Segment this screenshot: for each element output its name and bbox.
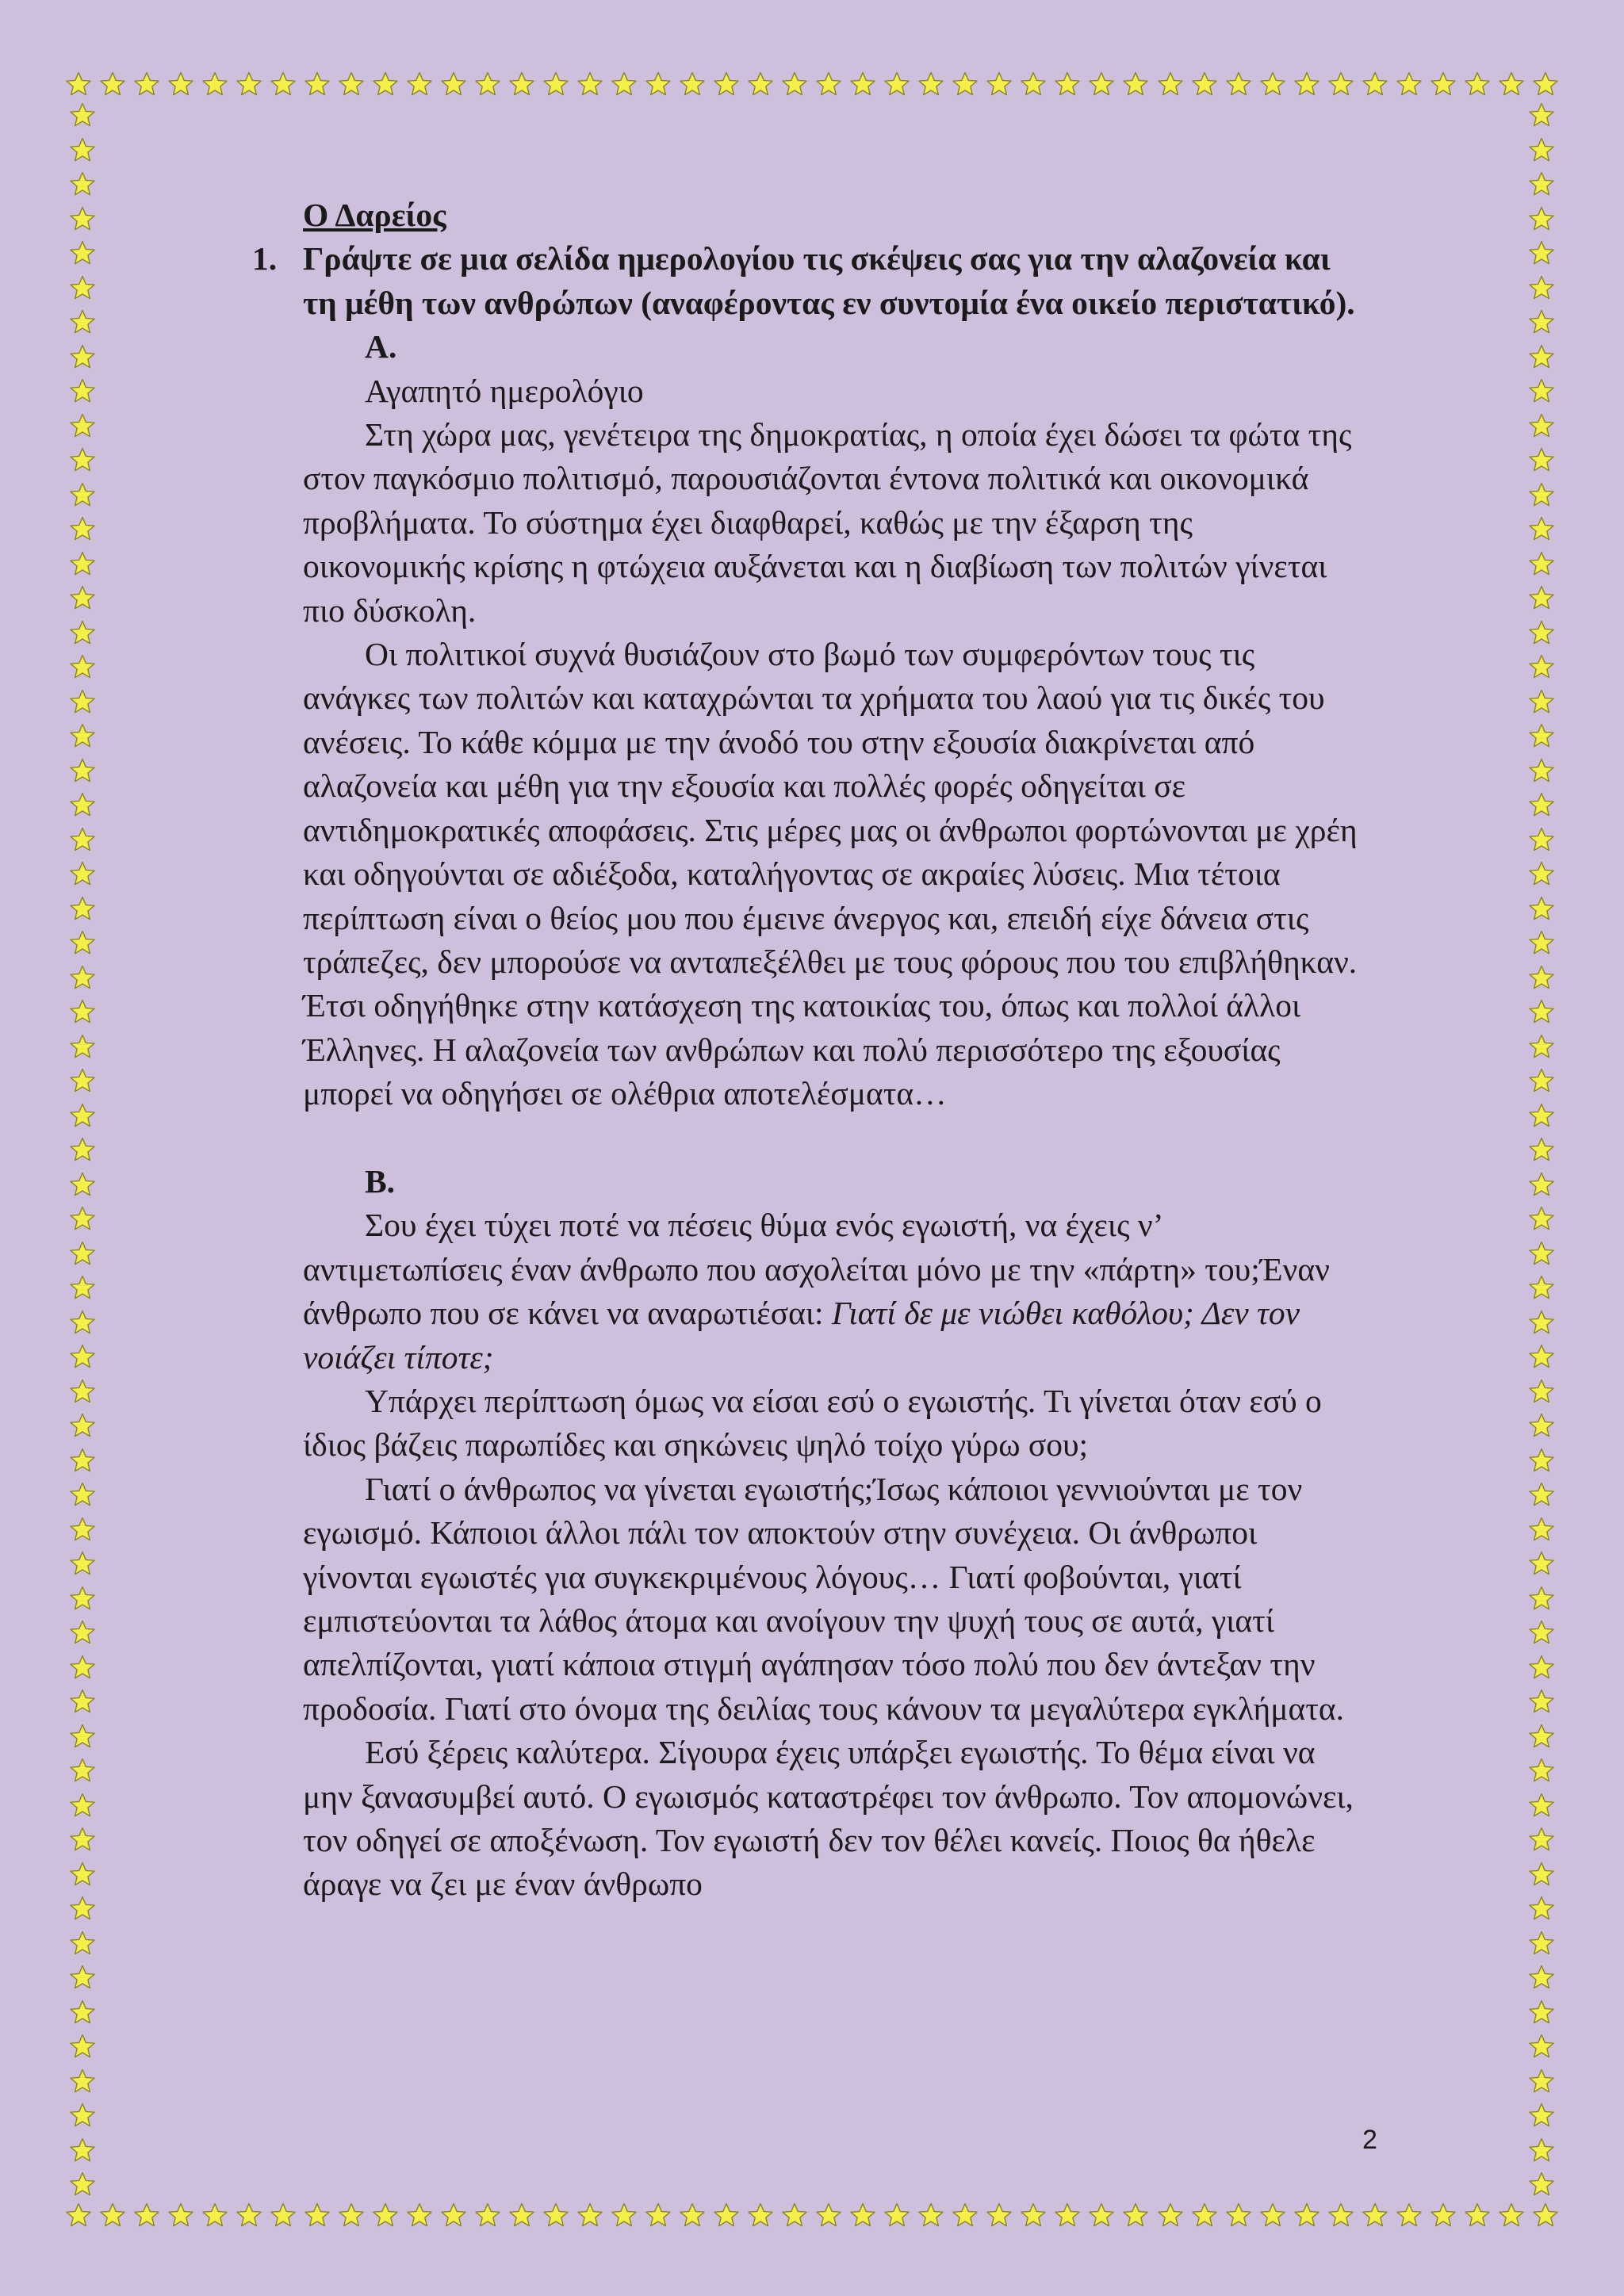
star-icon xyxy=(1528,308,1555,335)
star-icon xyxy=(1528,1412,1555,1439)
star-icon xyxy=(1528,446,1555,473)
star-icon xyxy=(1259,71,1286,98)
star-icon xyxy=(508,2202,535,2229)
star-border-top xyxy=(65,67,1559,101)
star-icon xyxy=(986,71,1013,98)
star-icon xyxy=(167,2202,194,2229)
star-icon xyxy=(474,71,501,98)
star-icon xyxy=(69,2171,96,2198)
star-icon xyxy=(1528,1861,1555,1888)
star-icon xyxy=(781,2202,808,2229)
star-icon xyxy=(236,2202,262,2229)
star-icon xyxy=(1528,205,1555,232)
star-icon xyxy=(1528,1999,1555,2026)
star-icon xyxy=(781,71,808,98)
section-b-paragraph xyxy=(303,1203,1358,1380)
section-a-paragraph: Οι πολιτικοί συχνά θυσιάζουν στο βωμό των συμφερόντων τους τις ανάγκες των πολιτών και καταχρώνται τα χρήματα του λαού για τις δικές του ανέσεις. Το κάθε κόμμα με την άνοδό του στην εξουσία διακρίνεται από αλαζονεία και μέθη για την εξουσία και πολλές φορές οδηγείται σε αντιδημοκρατικές αποφάσεις. Στις μέρες μας οι άνθρωποι φορτώνονται με χρέη και οδηγούνται σε αδιέξοδα, καταλήγοντας σε ακραίες λύσεις. Μια τέτοια περίπτωση είναι ο θείος μου που έμεινε άνεργος και, επειδή είχε δάνεια στις τράπεζες, δεν μπορούσε να ανταπεξέλθει με τους φόρους που του επιβλήθηκαν. Έτσι οδηγήθηκε στην κατάσχεση της κατοικίας του, όπως και πολλοί άλλοι Έλληνες. Η αλαζονεία των ανθρώπων και πολύ περισσότερο της εξουσίας μπορεί να οδηγήσει σε ολέθρια αποτελέσματα… xyxy=(303,636,1358,1112)
star-icon xyxy=(1528,1102,1555,1129)
star-icon xyxy=(1088,2202,1115,2229)
star-icon xyxy=(69,619,96,646)
star-icon xyxy=(952,2202,979,2229)
star-icon xyxy=(1528,101,1555,128)
star-icon xyxy=(474,2202,501,2229)
star-icon xyxy=(1464,71,1491,98)
document-page xyxy=(252,193,1394,1907)
star-icon xyxy=(1225,71,1252,98)
star-icon xyxy=(1528,1516,1555,1543)
star-icon xyxy=(1122,71,1149,98)
section-a-paragraph: Στη χώρα μας, γενέτειρα της δημοκρατίας, η οποία έχει δώσει τα φώτα της στον παγκόσμιο πολιτισμό, παρουσιάζονται έντονα πολιτικά και οικονομικά προβλήματα. Το σύστημα έχει διαφθαρεί, καθώς με την έξαρση της οικονομικής κρίσης η φτώχεια αυξάνεται και η διαβίωση των πολιτών γίνεται πιο δύσκολη. xyxy=(303,416,1352,629)
star-icon xyxy=(1528,1171,1555,1198)
star-icon xyxy=(1528,1343,1555,1370)
star-icon xyxy=(372,71,399,98)
star-icon xyxy=(1528,1688,1555,1715)
star-icon xyxy=(1528,2137,1555,2164)
star-icon xyxy=(1528,343,1555,370)
star-icon xyxy=(167,71,194,98)
star-icon xyxy=(69,136,96,163)
star-icon xyxy=(69,1102,96,1129)
star-icon xyxy=(69,1550,96,1577)
star-icon xyxy=(645,2202,672,2229)
star-icon xyxy=(270,2202,297,2229)
star-icon xyxy=(1532,71,1559,98)
star-icon xyxy=(713,71,740,98)
star-icon xyxy=(69,1792,96,1819)
star-icon xyxy=(69,757,96,784)
star-icon xyxy=(69,1067,96,1094)
star-icon xyxy=(270,71,297,98)
star-icon xyxy=(69,826,96,853)
star-icon xyxy=(1528,239,1555,266)
star-icon xyxy=(1528,791,1555,818)
star-icon xyxy=(201,2202,228,2229)
star-icon xyxy=(1528,550,1555,577)
star-icon xyxy=(713,2202,740,2229)
star-icon xyxy=(1528,619,1555,646)
star-icon xyxy=(201,71,228,98)
star-icon xyxy=(1498,2202,1525,2229)
star-icon xyxy=(1528,481,1555,508)
star-icon xyxy=(1528,584,1555,611)
star-icon xyxy=(1528,1378,1555,1405)
star-icon xyxy=(1259,2202,1286,2229)
star-icon xyxy=(1528,1792,1555,1819)
star-icon xyxy=(576,2202,603,2229)
star-icon xyxy=(1528,2102,1555,2129)
star-icon xyxy=(1528,1619,1555,1646)
star-icon xyxy=(1528,1240,1555,1267)
star-icon xyxy=(1528,1550,1555,1577)
star-icon xyxy=(1293,2202,1320,2229)
star-icon xyxy=(1054,71,1081,98)
star-icon xyxy=(1464,2202,1491,2229)
star-icon xyxy=(1528,170,1555,197)
star-icon xyxy=(69,1619,96,1646)
star-icon xyxy=(406,2202,433,2229)
star-icon xyxy=(69,2033,96,2060)
star-icon xyxy=(69,860,96,887)
section-b-heading: Β. xyxy=(365,1162,396,1200)
star-icon xyxy=(69,1654,96,1681)
star-icon xyxy=(1528,1826,1555,1853)
star-icon xyxy=(849,71,876,98)
star-icon xyxy=(1191,71,1218,98)
star-icon xyxy=(69,1826,96,1853)
star-icon xyxy=(542,71,569,98)
star-icon xyxy=(815,71,842,98)
star-icon xyxy=(69,1930,96,1957)
star-icon xyxy=(1528,2068,1555,2095)
star-icon xyxy=(576,71,603,98)
star-icon xyxy=(1362,2202,1388,2229)
star-icon xyxy=(1430,71,1457,98)
star-icon xyxy=(1528,136,1555,163)
star-icon xyxy=(69,688,96,715)
star-border-bottom xyxy=(65,2198,1559,2233)
star-icon xyxy=(69,343,96,370)
star-icon xyxy=(611,2202,638,2229)
star-icon xyxy=(440,2202,467,2229)
star-icon xyxy=(69,1136,96,1163)
question-number: 1. xyxy=(252,240,278,277)
star-icon xyxy=(69,412,96,439)
star-icon xyxy=(1528,1654,1555,1681)
star-icon xyxy=(69,2137,96,2164)
star-icon xyxy=(69,2102,96,2129)
star-icon xyxy=(69,1033,96,1060)
star-icon xyxy=(508,71,535,98)
star-icon xyxy=(1528,1723,1555,1750)
star-icon xyxy=(1528,1964,1555,1991)
section-b-paragraph: Γιατί ο άνθρωπος να γίνεται εγωιστής;Ίσως κάποιοι γεννιούνται με τον εγωισμό. Κάποιοι άλλοι πάλι τον αποκτούν στην συνέχεια. Οι άνθρωποι γίνονται εγωιστές για συγκεκριμένους λόγους… Γιατί φοβούνται, γιατί εμπιστεύονται τα λάθος άτομα και ανοίγουν την ψυχή τους σε αυτά, γιατί απελπίζονται, γιατί κάποια στιγμή αγάπησαν τόσο πολύ που δεν άντεξαν την προδοσία. Γιατί στο όνομα της δειλίας τους κάνουν τα μεγαλύτερα εγκλήματα. xyxy=(303,1470,1344,1727)
star-icon xyxy=(236,71,262,98)
star-icon xyxy=(1327,2202,1354,2229)
star-icon xyxy=(917,2202,944,2229)
star-icon xyxy=(69,1309,96,1336)
star-icon xyxy=(69,1240,96,1267)
section-b-paragraph: Υπάρχει περίπτωση όμως να είσαι εσύ ο εγωιστής. Τι γίνεται όταν εσύ ο ίδιος βάζεις παρωπίδες και σηκώνεις ψηλό τοίχο γύρω σου; xyxy=(303,1382,1322,1464)
star-icon xyxy=(69,1343,96,1370)
star-icon xyxy=(1528,1067,1555,1094)
star-icon xyxy=(69,1171,96,1198)
star-icon xyxy=(440,71,467,98)
star-icon xyxy=(1293,71,1320,98)
star-icon xyxy=(69,1861,96,1888)
star-icon xyxy=(1528,1757,1555,1784)
star-icon xyxy=(1528,1274,1555,1301)
star-icon xyxy=(69,1964,96,1991)
star-icon xyxy=(1528,412,1555,439)
star-icon xyxy=(69,446,96,473)
star-icon xyxy=(1528,722,1555,749)
star-icon xyxy=(69,722,96,749)
star-icon xyxy=(1054,2202,1081,2229)
star-icon xyxy=(1020,71,1047,98)
section-b xyxy=(303,1160,1358,1907)
star-icon xyxy=(679,71,706,98)
star-icon xyxy=(69,1274,96,1301)
star-icon xyxy=(1528,1447,1555,1474)
star-icon xyxy=(1528,653,1555,680)
star-icon xyxy=(69,550,96,577)
star-icon xyxy=(1528,826,1555,853)
star-icon xyxy=(1396,2202,1423,2229)
star-icon xyxy=(69,239,96,266)
star-icon xyxy=(65,2202,92,2229)
star-icon xyxy=(69,1999,96,2026)
star-icon xyxy=(69,481,96,508)
star-icon xyxy=(133,2202,160,2229)
star-icon xyxy=(69,101,96,128)
star-icon xyxy=(1532,2202,1559,2229)
star-icon xyxy=(1528,860,1555,887)
star-icon xyxy=(69,1516,96,1543)
star-icon xyxy=(1528,2033,1555,2060)
star-border-left xyxy=(65,101,100,2198)
star-icon xyxy=(69,653,96,680)
section-a-heading: Α. xyxy=(365,328,397,365)
star-icon xyxy=(1528,1585,1555,1612)
star-icon xyxy=(1528,1033,1555,1060)
star-border-right xyxy=(1524,101,1559,2198)
star-icon xyxy=(1528,1136,1555,1163)
star-icon xyxy=(679,2202,706,2229)
star-icon xyxy=(1528,895,1555,922)
star-icon xyxy=(1528,757,1555,784)
star-icon xyxy=(69,584,96,611)
star-icon xyxy=(1528,929,1555,956)
star-icon xyxy=(69,791,96,818)
star-icon xyxy=(69,1205,96,1232)
star-icon xyxy=(1528,1309,1555,1336)
star-icon xyxy=(1157,2202,1184,2229)
star-icon xyxy=(133,71,160,98)
star-icon xyxy=(986,2202,1013,2229)
section-b-italic-questions: Γιατί δε με νιώθει καθόλου; Δεν τον νοιάζει τίποτε; xyxy=(303,1295,1300,1376)
star-icon xyxy=(747,2202,774,2229)
star-icon xyxy=(1191,2202,1218,2229)
star-icon xyxy=(304,71,331,98)
star-icon xyxy=(1225,2202,1252,2229)
star-icon xyxy=(99,2202,126,2229)
star-icon xyxy=(1528,2171,1555,2198)
star-icon xyxy=(69,308,96,335)
star-icon xyxy=(69,1378,96,1405)
star-icon xyxy=(69,1585,96,1612)
star-icon xyxy=(69,205,96,232)
star-icon xyxy=(69,274,96,301)
star-icon xyxy=(69,1447,96,1474)
star-icon xyxy=(883,2202,910,2229)
star-icon xyxy=(1396,71,1423,98)
star-icon xyxy=(69,1481,96,1508)
star-icon xyxy=(1528,1930,1555,1957)
star-icon xyxy=(69,1757,96,1784)
diary-greeting: Αγαπητό ημερολόγιο xyxy=(365,372,644,409)
star-icon xyxy=(65,71,92,98)
star-icon xyxy=(69,998,96,1025)
star-icon xyxy=(69,515,96,542)
section-spacer xyxy=(252,1116,1394,1160)
star-icon xyxy=(372,2202,399,2229)
star-icon xyxy=(1088,71,1115,98)
star-icon xyxy=(645,71,672,98)
section-b-opening-text: Σου έχει τύχει ποτέ να πέσεις θύμα ενός εγωιστή, να έχεις ν’ αντιμετωπίσεις έναν άνθρωπο που ασχολείται μόνο με την «πάρτη» του;Έναν άνθρωπο που σε κάνει να αναρωτιέσαι: xyxy=(303,1207,1330,1332)
star-icon xyxy=(1528,1481,1555,1508)
star-icon xyxy=(1020,2202,1047,2229)
star-icon xyxy=(849,2202,876,2229)
star-icon xyxy=(69,377,96,404)
star-icon xyxy=(1122,2202,1149,2229)
star-icon xyxy=(815,2202,842,2229)
page-title: Ο Δαρείος xyxy=(303,197,446,233)
star-icon xyxy=(99,71,126,98)
star-icon xyxy=(1528,998,1555,1025)
section-a xyxy=(303,325,1358,1115)
star-icon xyxy=(1498,71,1525,98)
star-icon xyxy=(1362,71,1388,98)
star-icon xyxy=(1528,515,1555,542)
star-icon xyxy=(1528,1895,1555,1922)
star-icon xyxy=(1430,2202,1457,2229)
star-icon xyxy=(952,71,979,98)
star-icon xyxy=(69,1688,96,1715)
star-icon xyxy=(1157,71,1184,98)
star-icon xyxy=(69,929,96,956)
star-icon xyxy=(917,71,944,98)
star-icon xyxy=(69,1723,96,1750)
star-icon xyxy=(69,1412,96,1439)
star-icon xyxy=(747,71,774,98)
star-icon xyxy=(1327,71,1354,98)
star-icon xyxy=(69,1895,96,1922)
star-icon xyxy=(338,71,365,98)
star-icon xyxy=(338,2202,365,2229)
star-icon xyxy=(1528,274,1555,301)
star-icon xyxy=(611,71,638,98)
question-item xyxy=(252,237,1394,325)
page-number: 2 xyxy=(1362,2125,1377,2155)
star-icon xyxy=(542,2202,569,2229)
star-icon xyxy=(1528,688,1555,715)
section-b-paragraph: Εσύ ξέρεις καλύτερα. Σίγουρα έχεις υπάρξει εγωιστής. Το θέμα είναι να μην ξανασυμβεί αυτό. Ο εγωισμός καταστρέφει τον άνθρωπο. Τον απομονώνει, τον οδηγεί σε αποξένωση. Τον εγωιστή δεν τον θέλει κανείς. Ποιος θα ήθελε άραγε να ζει με έναν άνθρωπο xyxy=(303,1734,1354,1903)
star-icon xyxy=(1528,377,1555,404)
star-icon xyxy=(69,2068,96,2095)
star-icon xyxy=(1528,964,1555,991)
star-icon xyxy=(1528,1205,1555,1232)
star-icon xyxy=(69,895,96,922)
star-icon xyxy=(69,170,96,197)
star-icon xyxy=(69,964,96,991)
star-icon xyxy=(304,2202,331,2229)
star-icon xyxy=(883,71,910,98)
star-icon xyxy=(406,71,433,98)
question-text: Γράψτε σε μια σελίδα ημερολογίου τις σκέψεις σας για την αλαζονεία και τη μέθη των ανθρώπων (αναφέροντας εν συντομία ένα οικείο περιστατικό). xyxy=(303,240,1355,321)
